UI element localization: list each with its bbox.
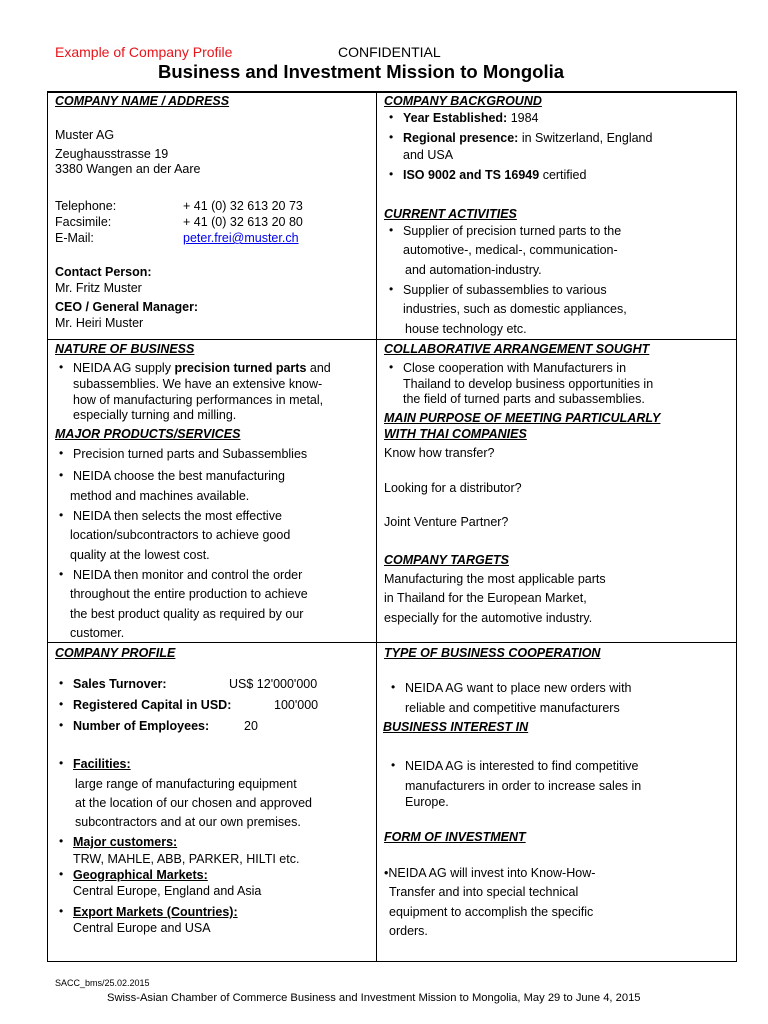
iso-label: ISO 9002 and TS 16949 xyxy=(403,168,540,182)
nature-text-a: NEIDA AG supply xyxy=(73,361,175,375)
year-established-item xyxy=(403,111,539,125)
sales-turnover-label: Sales Turnover: xyxy=(73,677,167,691)
purpose-question-2: Looking for a distributor? xyxy=(384,481,522,495)
export-markets-label: Export Markets (Countries): xyxy=(73,905,238,919)
targets-line-1: Manufacturing the most applicable parts xyxy=(384,572,606,586)
registered-capital-value: 100'000 xyxy=(274,698,319,712)
sales-turnover-item xyxy=(73,677,167,691)
form-of-investment-heading: FORM OF INVESTMENT xyxy=(384,830,526,844)
registered-capital-item xyxy=(73,698,231,712)
product-item-4: • NEIDA then monitor and control the order xyxy=(73,568,302,582)
product-item-3-line-3: quality at the lowest cost. xyxy=(70,548,210,562)
major-customers-value: TRW, MAHLE, ABB, PARKER, HILTI etc. xyxy=(73,852,300,866)
geographical-markets-item xyxy=(73,868,208,882)
collab-item: • Close cooperation with Manufacturers in xyxy=(403,361,626,375)
nature-text-c: and xyxy=(306,361,331,375)
investment-line-2: Transfer and into special technical xyxy=(389,885,579,899)
product-item-3-line-2: location/subcontractors to achieve good xyxy=(70,528,291,542)
nature-text-bold: precision turned parts xyxy=(174,361,307,375)
business-interest-heading: BUSINESS INTEREST IN xyxy=(383,720,529,734)
company-name-heading: COMPANY NAME / ADDRESS xyxy=(55,94,230,108)
regional-presence-item xyxy=(403,131,703,145)
business-cooperation-heading: TYPE OF BUSINESS COOPERATION xyxy=(384,646,601,660)
major-products-heading: MAJOR PRODUCTS/SERVICES xyxy=(55,427,241,441)
regional-presence-continued: and USA xyxy=(403,148,454,162)
company-background-heading: COMPANY BACKGROUND xyxy=(384,94,542,108)
sales-turnover-value: US$ 12'000'000 xyxy=(229,677,318,691)
contact-person: Mr. Fritz Muster xyxy=(55,281,142,295)
nature-line-4: especially turning and milling. xyxy=(73,408,237,422)
investment-line-3: equipment to accomplish the specific xyxy=(389,905,594,919)
ceo-name: Mr. Heiri Muster xyxy=(55,316,144,330)
collab-line-3: the field of turned parts and subassemblies. xyxy=(403,392,645,406)
investment-line-1: •NEIDA AG will invest into Know-How- xyxy=(384,866,596,880)
fax-label: Facsimile: xyxy=(55,215,112,229)
nature-line-2: subassemblies. We have an extensive know- xyxy=(73,377,323,391)
contact-person-label: Contact Person: xyxy=(55,265,152,279)
activity-item-1-line-2: automotive-, medical-, communication- xyxy=(403,243,618,257)
product-item-1: • Precision turned parts and Subassemblies xyxy=(73,447,307,461)
activity-item-1-line-3: and automation-industry. xyxy=(405,263,542,277)
geographical-markets-value: Central Europe, England and Asia xyxy=(73,884,262,898)
interest-line-3: Europe. xyxy=(405,795,449,809)
product-item-4-line-3: the best product quality as required by our xyxy=(70,607,304,621)
facilities-line-1: large range of manufacturing equipment xyxy=(75,777,297,791)
telephone-label: Telephone: xyxy=(55,199,117,213)
company-profile-heading: COMPANY PROFILE xyxy=(55,646,176,660)
collab-line-2: Thailand to develop business opportunities in xyxy=(403,377,654,391)
telephone-value: + 41 (0) 32 613 20 73 xyxy=(183,199,303,213)
year-established-label: Year Established: xyxy=(403,111,508,125)
activity-item-2-line-3: house technology etc. xyxy=(405,322,527,336)
fax-value: + 41 (0) 32 613 20 80 xyxy=(183,215,303,229)
year-established-value: 1984 xyxy=(510,111,539,125)
facilities-line-2: at the location of our chosen and approved xyxy=(75,796,312,810)
regional-presence-label: Regional presence: xyxy=(403,131,519,145)
iso-item xyxy=(403,168,586,182)
footer-text: Swiss-Asian Chamber of Commerce Business and Investment Mission to Mongolia, May 29 to June 4, 2015 xyxy=(107,992,641,1004)
purpose-question-3: Joint Venture Partner? xyxy=(384,515,509,529)
current-activities-heading: CURRENT ACTIVITIES xyxy=(384,207,517,221)
email-label: E-Mail: xyxy=(55,231,94,245)
targets-line-3: especially for the automotive industry. xyxy=(384,611,593,625)
regional-presence-value: in Switzerland, England xyxy=(521,131,653,145)
ceo-label: CEO / General Manager: xyxy=(55,300,199,314)
cooperation-item: • NEIDA AG want to place new orders with xyxy=(405,681,632,695)
nature-item xyxy=(73,361,331,375)
product-item-2: • NEIDA choose the best manufacturing xyxy=(73,469,285,483)
product-item-4-line-2: throughout the entire production to achieve xyxy=(70,587,308,601)
export-markets-item xyxy=(73,905,238,919)
product-item-3: • NEIDA then selects the most effective xyxy=(73,509,282,523)
email-link[interactable]: peter.frei@muster.ch xyxy=(183,231,299,245)
nature-of-business-heading: NATURE OF BUSINESS xyxy=(55,342,195,356)
major-customers-item xyxy=(73,835,177,849)
company-targets-heading: COMPANY TARGETS xyxy=(384,553,510,567)
investment-line-4: orders. xyxy=(389,924,428,938)
major-customers-label: Major customers: xyxy=(73,835,178,849)
interest-item: • NEIDA AG is interested to find competitive xyxy=(405,759,638,773)
company-city: 3380 Wangen an der Aare xyxy=(55,162,201,176)
main-purpose-heading: MAIN PURPOSE OF MEETING PARTICULARLY xyxy=(384,411,661,425)
employees-item xyxy=(73,719,209,733)
activity-item-2: • Supplier of subassemblies to various xyxy=(403,283,607,297)
facilities-label: Facilities: xyxy=(73,757,131,771)
interest-line-2: manufacturers in order to increase sales in xyxy=(405,779,642,793)
purpose-question-1: Know how transfer? xyxy=(384,446,495,460)
iso-value: certified xyxy=(542,168,587,182)
export-markets-value: Central Europe and USA xyxy=(73,921,211,935)
main-purpose-heading-line-2: WITH THAI COMPANIES xyxy=(384,427,527,441)
nature-line-3: how of manufacturing performances in metal, xyxy=(73,393,324,407)
targets-line-2: in Thailand for the European Market, xyxy=(384,591,587,605)
geographical-markets-label: Geographical Markets: xyxy=(73,868,208,882)
facilities-line-3: subcontractors and at our own premises. xyxy=(75,815,301,829)
activity-item-1: • Supplier of precision turned parts to the xyxy=(403,224,621,238)
facilities-item xyxy=(73,757,131,771)
document-label: Example of Company Profile xyxy=(55,44,233,60)
activity-item-2-line-2: industries, such as domestic appliances, xyxy=(403,302,627,316)
footer-reference: SACC_bms/25.02.2015 xyxy=(55,978,150,988)
company-street: Zeughausstrasse 19 xyxy=(55,147,169,161)
collaborative-arrangement-heading: COLLABORATIVE ARRANGEMENT SOUGHT xyxy=(384,342,650,356)
employees-value: 20 xyxy=(244,719,258,733)
registered-capital-label: Registered Capital in USD: xyxy=(73,698,232,712)
employees-label: Number of Employees: xyxy=(73,719,210,733)
product-item-4-line-4: customer. xyxy=(70,626,125,640)
company-name: Muster AG xyxy=(55,128,115,142)
cooperation-line-2: reliable and competitive manufacturers xyxy=(405,701,620,715)
confidential-label: CONFIDENTIAL xyxy=(338,44,441,60)
page-title: Business and Investment Mission to Mongolia xyxy=(158,61,565,82)
product-item-2-line-2: method and machines available. xyxy=(70,489,250,503)
